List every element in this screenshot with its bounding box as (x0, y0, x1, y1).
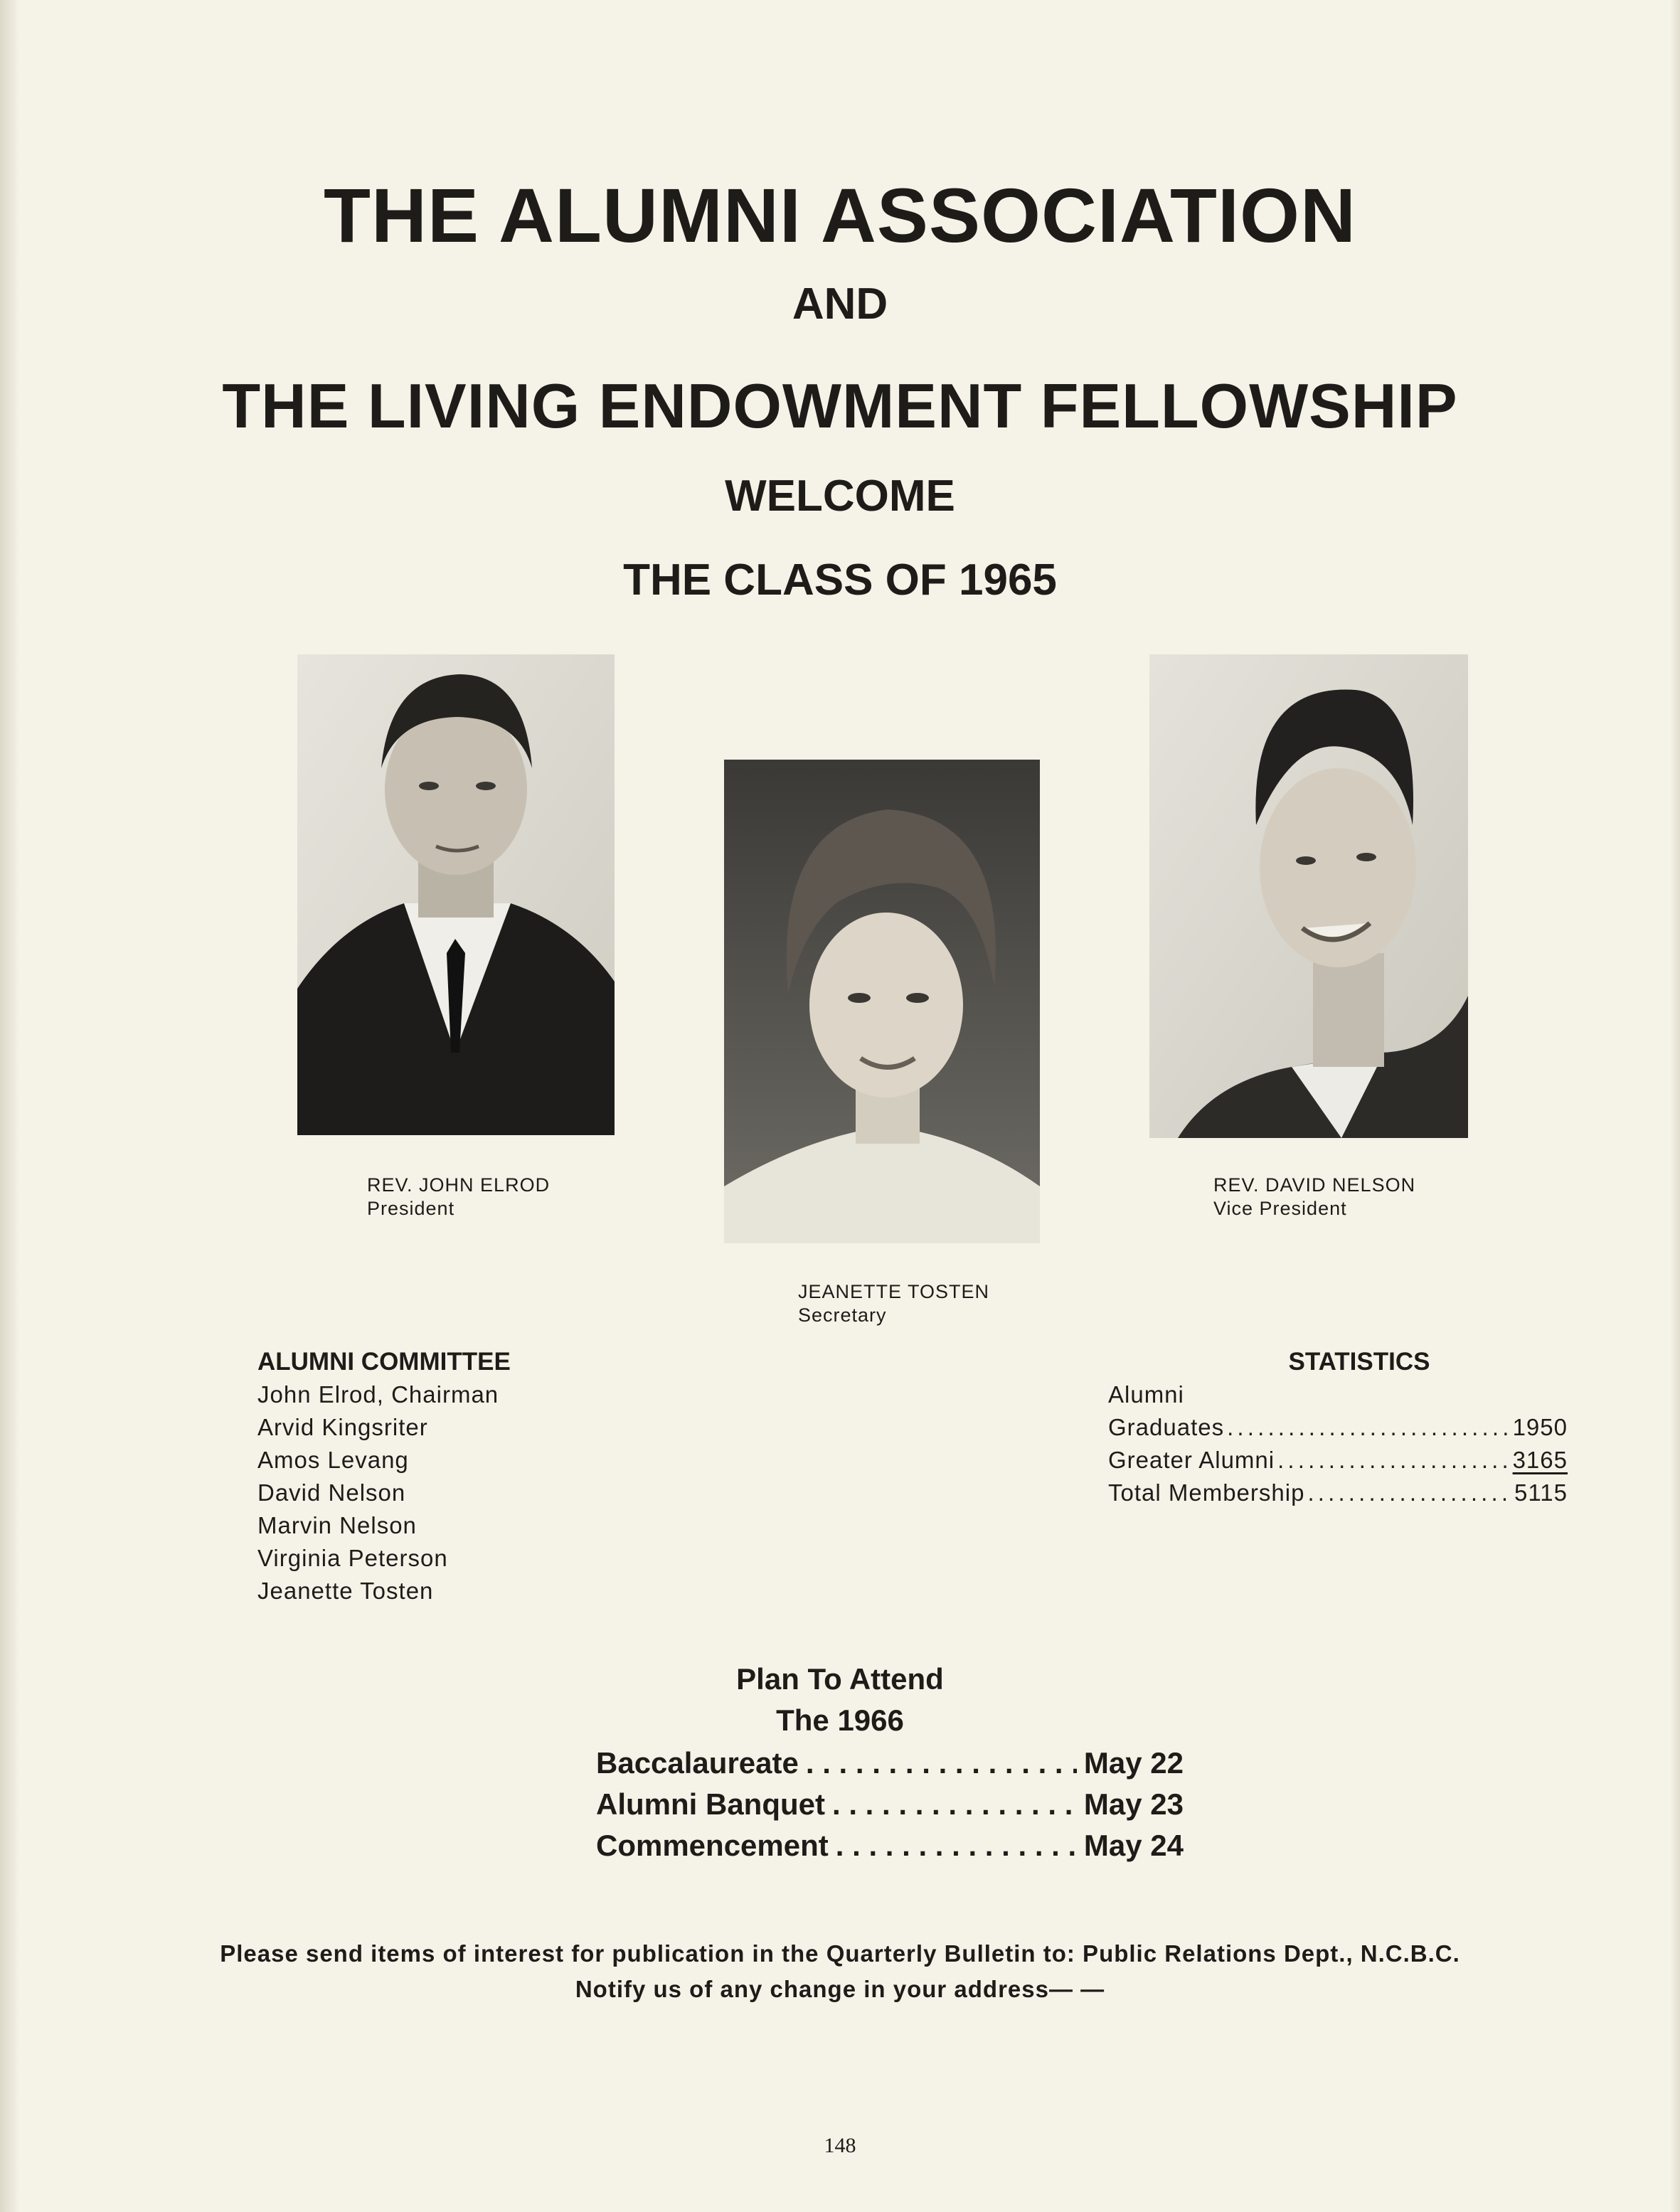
officer-role: President (367, 1198, 455, 1219)
event-schedule (596, 1743, 1184, 1866)
stat-label: Total Membership (1108, 1479, 1305, 1506)
officer-role: Vice President (1213, 1198, 1347, 1219)
footer-note (0, 1936, 1680, 2007)
committee-member: Jeanette Tosten (257, 1578, 434, 1604)
page-subtitle: THE LIVING ENDOWMENT FELLOWSHIP (222, 371, 1458, 441)
committee-member: Marvin Nelson (257, 1512, 417, 1538)
officer-name: REV. JOHN ELROD (367, 1174, 551, 1196)
event-date: May 24 (1083, 1829, 1184, 1862)
event-row (596, 1743, 1184, 1784)
statistics-block (1108, 1346, 1568, 1509)
portrait-photo-nelson (1149, 654, 1468, 1138)
caption-nelson (1213, 1174, 1415, 1221)
dot-leader (1227, 1411, 1509, 1444)
committee-member: Virginia Peterson (257, 1545, 448, 1571)
page-binding-edge (0, 0, 20, 2212)
plan-line-2: The 1966 (776, 1703, 904, 1737)
plan-heading (0, 1659, 1680, 1741)
committee-member: Amos Levang (257, 1447, 409, 1473)
portrait-photo-tosten (724, 760, 1040, 1243)
committee-member: David Nelson (257, 1479, 406, 1506)
officer-name: REV. DAVID NELSON (1213, 1174, 1416, 1196)
page-right-edge (1670, 0, 1680, 2212)
stat-value: 5115 (1514, 1479, 1568, 1506)
event-row (596, 1825, 1184, 1866)
event-row (596, 1784, 1184, 1825)
event-label: Baccalaureate (596, 1746, 799, 1780)
stat-row (1108, 1411, 1568, 1444)
alumni-committee (257, 1346, 511, 1607)
caption-elrod (367, 1174, 550, 1221)
class-heading: THE CLASS OF 1965 (623, 555, 1057, 605)
event-date: May 22 (1083, 1746, 1184, 1780)
portrait-photo-elrod (297, 654, 615, 1135)
event-label: Commencement (596, 1829, 829, 1862)
stat-value: 1950 (1512, 1414, 1568, 1440)
caption-tosten (798, 1280, 989, 1327)
committee-member: John Elrod, Chairman (257, 1381, 499, 1408)
title-conjunction: AND (792, 280, 888, 329)
footer-line-1: Please send items of interest for publication in the Quarterly Bulletin to: Public Relations Dept., N.C.B.C. (220, 1940, 1460, 1967)
dot-leader (836, 1825, 1077, 1866)
welcome-heading: WELCOME (725, 472, 955, 521)
stat-label: Greater Alumni (1108, 1447, 1275, 1473)
stat-row (1108, 1477, 1568, 1509)
dot-leader (1307, 1477, 1511, 1509)
committee-member: Arvid Kingsriter (257, 1414, 428, 1440)
statistics-group-label: Alumni (1108, 1381, 1184, 1408)
event-date: May 23 (1083, 1787, 1184, 1821)
committee-heading: ALUMNI COMMITTEE (257, 1348, 511, 1376)
stat-label: Graduates (1108, 1414, 1225, 1440)
statistics-heading: STATISTICS (1288, 1348, 1430, 1376)
officer-role: Secretary (798, 1304, 887, 1326)
page-title: THE ALUMNI ASSOCIATION (324, 172, 1356, 258)
dot-leader (832, 1784, 1077, 1825)
page-number: 148 (824, 2134, 856, 2157)
officer-name: JEANETTE TOSTEN (798, 1281, 990, 1302)
plan-line-1: Plan To Attend (736, 1662, 944, 1696)
footer-line-2: Notify us of any change in your address— — (575, 1976, 1105, 2002)
event-label: Alumni Banquet (596, 1787, 825, 1821)
dot-leader (806, 1743, 1077, 1784)
dot-leader (1277, 1444, 1509, 1477)
stat-row (1108, 1444, 1568, 1477)
stat-value: 3165 (1512, 1447, 1568, 1473)
